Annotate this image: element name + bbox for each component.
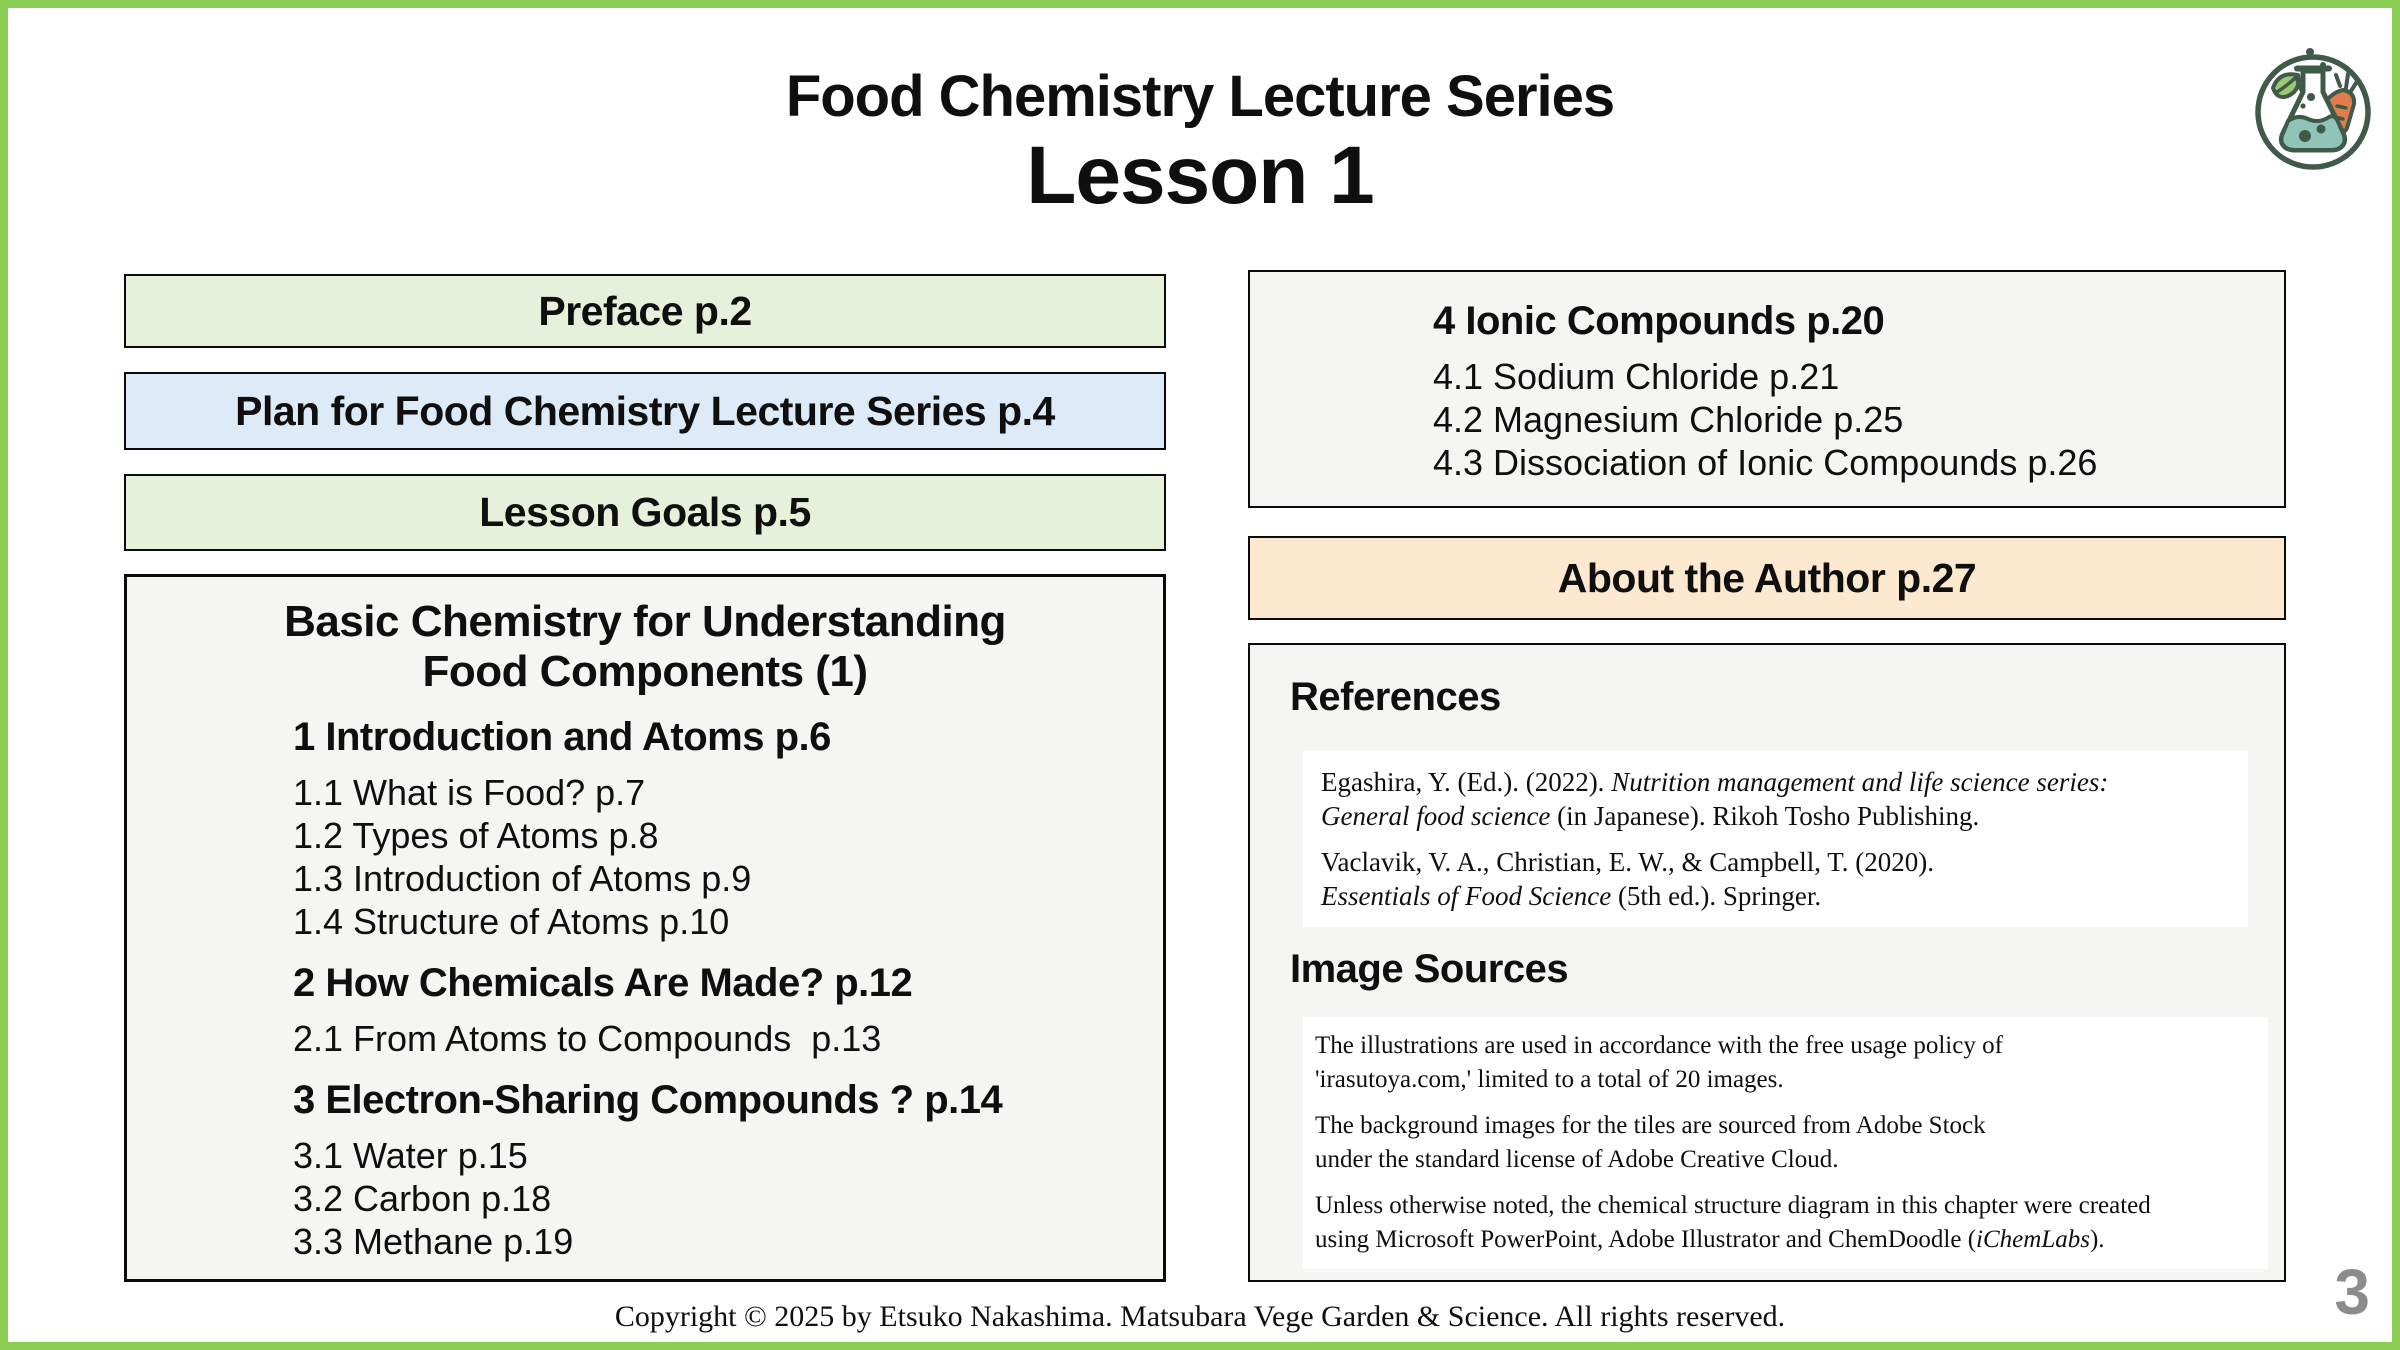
basic-chemistry-title-line1: Basic Chemistry for Understanding (284, 597, 1006, 646)
toc-basic-chemistry-box (124, 574, 1166, 1282)
bubble-dot-icon (2307, 93, 2315, 101)
toc-items-section2 (293, 1017, 1141, 1060)
page-number: 3 (2334, 1256, 2370, 1328)
image-source-note (1315, 1109, 2256, 1177)
slide-header (8, 64, 2392, 222)
toc-heading-introduction-atoms: 1 Introduction and Atoms p.6 (293, 715, 831, 759)
lesson-title: Lesson 1 (1026, 130, 1374, 221)
series-title: Food Chemistry Lecture Series (785, 64, 1615, 129)
image-source-line: under the standard license of Adobe Creative Cloud. (1315, 1146, 1839, 1173)
reference-citation (1321, 765, 2230, 833)
reference-citation (1321, 845, 2230, 913)
copyright-text: Copyright © 2025 by Etsuko Nakashima. Matsubara Vege Garden & Science. All rights reserved. (614, 1300, 1786, 1333)
references-panel (1303, 751, 2248, 927)
basic-chemistry-title (149, 597, 1141, 697)
image-source-line: The illustrations are used in accordance with the free usage policy of (1315, 1032, 2003, 1059)
toc-items-section3 (293, 1134, 1141, 1263)
references-heading: References (1290, 675, 1501, 719)
basic-chemistry-title-line2: Food Components (1) (422, 647, 868, 696)
reference-line: General food science (in Japanese). Rikoh Tosho Publishing. (1321, 801, 1980, 831)
toc-ionic-compounds-box (1248, 270, 2286, 508)
toc-item-atoms-to-compounds: 2.1 From Atoms to Compounds p.13 (293, 1018, 882, 1059)
image-source-line: 'irasutoya.com,' limited to a total of 20 images. (1315, 1066, 1784, 1093)
toc-item-types-of-atoms: 1.2 Types of Atoms p.8 (293, 815, 659, 856)
toc-heading-how-chemicals-made: 2 How Chemicals Are Made? p.12 (293, 961, 913, 1005)
image-sources-panel (1303, 1017, 2268, 1269)
toc-item-water: 3.1 Water p.15 (293, 1135, 528, 1176)
toc-sections (293, 713, 1141, 1263)
toc-heading-electron-sharing: 3 Electron-Sharing Compounds ? p.14 (293, 1078, 1003, 1122)
plan-label: Plan for Food Chemistry Lecture Series p.4 (235, 387, 1055, 434)
toc-tile-about-author[interactable] (1248, 536, 2286, 620)
references-box (1248, 643, 2286, 1282)
preface-label: Preface p.2 (538, 287, 752, 334)
reference-line: Egashira, Y. (Ed.). (2022). Nutrition management and life science series: (1321, 767, 2109, 797)
image-source-note (1315, 1189, 2256, 1257)
bubble-dot-icon (2306, 48, 2314, 56)
reference-line: Vaclavik, V. A., Christian, E. W., & Campbell, T. (2020). (1321, 847, 1934, 877)
lesson-goals-label: Lesson Goals p.5 (479, 489, 811, 535)
about-author-label: About the Author p.27 (1557, 554, 1977, 601)
bubble-dot-icon (2300, 103, 2305, 108)
toc-item-structure-of-atoms: 1.4 Structure of Atoms p.10 (293, 901, 730, 942)
reference-line: Essentials of Food Science (5th ed.). Springer. (1321, 881, 1822, 911)
image-source-line: The background images for the tiles are sourced from Adobe Stock (1315, 1112, 1986, 1139)
image-sources-heading: Image Sources (1290, 947, 1569, 991)
bubble-dot-icon (2299, 130, 2311, 142)
toc-item-what-is-food: 1.1 What is Food? p.7 (293, 772, 646, 813)
vege-garden-science-logo-icon (2252, 44, 2374, 172)
toc-heading-ionic-compounds: 4 Ionic Compounds p.20 (1433, 299, 1885, 343)
toc-item-introduction-of-atoms: 1.3 Introduction of Atoms p.9 (293, 858, 752, 899)
toc-item-methane: 3.3 Methane p.19 (293, 1221, 574, 1262)
toc-item-sodium-chloride: 4.1 Sodium Chloride p.21 (1433, 356, 1840, 397)
toc-items-ionic (1433, 355, 2264, 484)
toc-items-section1 (293, 771, 1141, 943)
image-source-note (1315, 1029, 2256, 1097)
toc-tile-plan[interactable] (124, 372, 1166, 450)
toc-tile-preface[interactable] (124, 274, 1166, 348)
toc-item-magnesium-chloride: 4.2 Magnesium Chloride p.25 (1433, 399, 1904, 440)
bubble-dot-icon (2317, 125, 2326, 134)
toc-item-carbon: 3.2 Carbon p.18 (293, 1178, 552, 1219)
toc-item-dissociation-ionic: 4.3 Dissociation of Ionic Compounds p.26 (1433, 442, 2098, 483)
toc-tile-lesson-goals[interactable] (124, 474, 1166, 551)
image-source-line: Unless otherwise noted, the chemical structure diagram in this chapter were created (1315, 1192, 2151, 1219)
image-source-line: using Microsoft PowerPoint, Adobe Illustrator and ChemDoodle (iChemLabs). (1315, 1226, 2105, 1253)
